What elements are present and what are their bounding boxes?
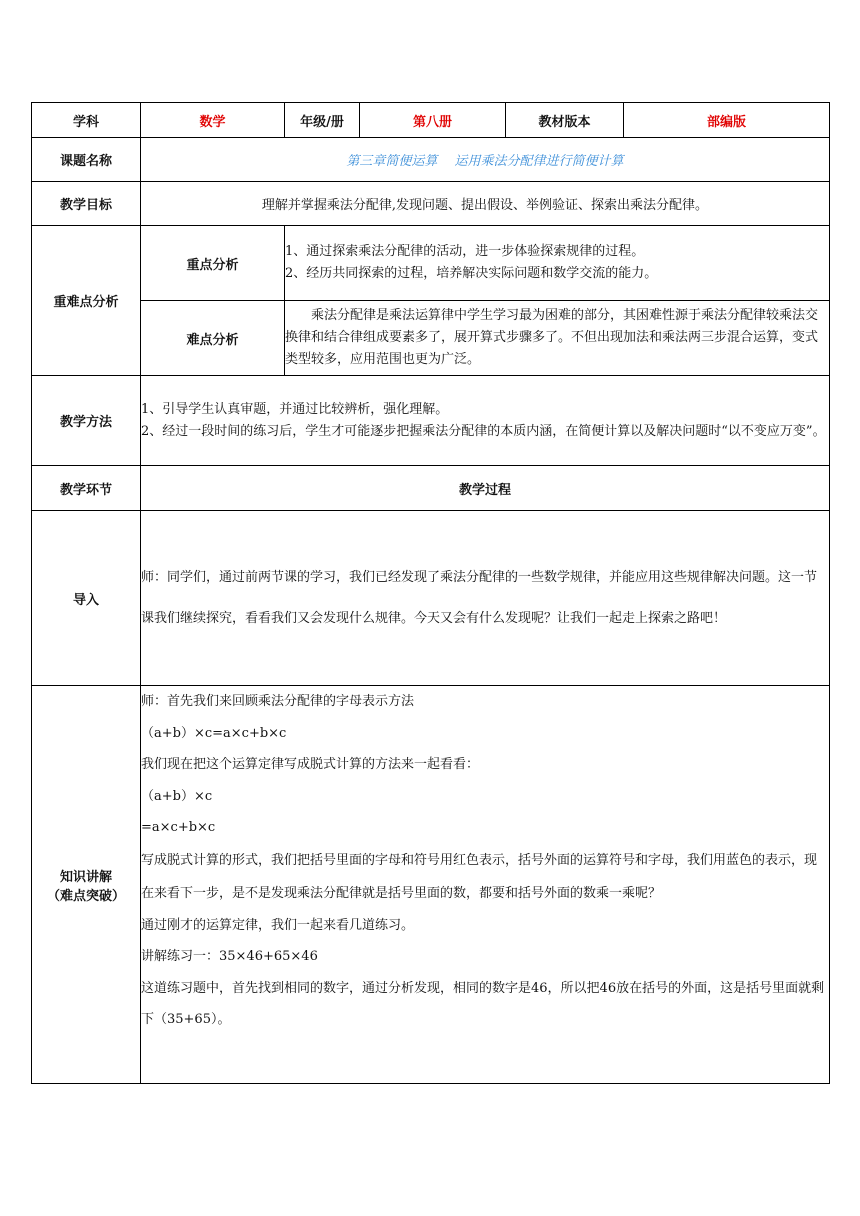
- intro-label: 导入: [32, 511, 141, 686]
- edition-label: 教材版本: [506, 103, 624, 138]
- method-line: 2、经过一段时间的练习后，学生才可能逐步把握乘法分配律的本质内涵，在简便计算以及解决问题时“以不变应万变”。: [141, 423, 826, 439]
- grade-value: 第八册: [360, 103, 506, 138]
- knowledge-label: [32, 686, 141, 1084]
- objective-label: 教学目标: [32, 182, 141, 226]
- knowledge-paragraph: （a+b）×c=a×c+b×c: [141, 725, 287, 741]
- method-row: [32, 376, 830, 466]
- knowledge-paragraph: =a×c+b×c: [141, 820, 216, 835]
- knowledge-label-line2: （难点突破）: [46, 888, 125, 904]
- stage-label: 教学环节: [32, 466, 141, 511]
- objective-value: 理解并掌握乘法分配律,发现问题、提出假设、举例验证、探索出乘法分配律。: [141, 182, 830, 226]
- knowledge-paragraph: 写成脱式计算的形式，我们把括号里面的字母和符号用红色表示，括号外面的运算符号和字母，我们用蓝色的表示，现在来看下一步，是不是发现乘法分配律就是括号里面的数，都要和括号外面的数乘一乘呢？: [141, 852, 818, 901]
- edition-value: 部编版: [624, 103, 830, 138]
- method-line: 1、引导学生认真审题，并通过比较辨析，强化理解。: [141, 401, 449, 417]
- knowledge-paragraph: 讲解练习一：35×46+65×46: [141, 949, 318, 964]
- key-point-label: 重点分析: [141, 226, 285, 301]
- difficult-point-row: [32, 301, 830, 376]
- key-point-row: [32, 226, 830, 301]
- knowledge-label-line1: 知识讲解: [59, 869, 112, 885]
- method-label: 教学方法: [32, 376, 141, 466]
- knowledge-content: [141, 686, 830, 1084]
- header-row: [32, 103, 830, 138]
- key-difficult-label: 重难点分析: [32, 226, 141, 376]
- knowledge-paragraph: 我们现在把这个运算定律写成脱式计算的方法来一起看看：: [141, 757, 480, 772]
- knowledge-paragraph: 师：首先我们来回顾乘法分配律的字母表示方法: [141, 694, 415, 709]
- topic-row: [32, 138, 830, 182]
- objective-row: [32, 182, 830, 226]
- grade-label: 年级/册: [285, 103, 360, 138]
- difficult-point-label: 难点分析: [141, 301, 285, 376]
- knowledge-paragraph: （a+b）×c: [141, 788, 213, 804]
- subject-value: 数学: [141, 103, 285, 138]
- key-point-content: [285, 226, 830, 301]
- key-point-line: 1、通过探索乘法分配律的活动，进一步体验探索规律的过程。: [285, 244, 645, 259]
- knowledge-row: [32, 686, 830, 1084]
- method-content: [141, 376, 830, 466]
- difficult-point-content: [285, 301, 830, 376]
- process-label: 教学过程: [141, 466, 830, 511]
- knowledge-paragraph: 这道练习题中，首先找到相同的数字，通过分析发现，相同的数字是46，所以把46放在括号的外面，这是括号里面就剩下（35+65）。: [141, 980, 825, 1027]
- intro-row: [32, 511, 830, 686]
- lesson-plan-table: [31, 102, 830, 1084]
- key-point-line: 2、经历共同探索的过程，培养解决实际问题和数学交流的能力。: [285, 266, 658, 281]
- intro-text: 师：同学们，通过前两节课的学习，我们已经发现了乘法分配律的一些数学规律，并能应用这些规律解决问题。这一节课我们继续探究，看看我们又会发现什么规律。今天又会有什么发现呢？让我们一起走上探索之路吧！: [141, 511, 830, 686]
- topic-label: 课题名称: [32, 138, 141, 182]
- topic-value: 第三章简便运算 运用乘法分配律进行简便计算: [141, 138, 830, 182]
- difficult-point-text: 乘法分配律是乘法运算律中学生学习最为困难的部分，其困难性源于乘法分配律较乘法交换律和结合律组成要素多了，展开算式步骤多了。不但出现加法和乘法两三步混合运算，变式类型较多，应用范围也更为广泛。: [285, 308, 819, 367]
- subject-label: 学科: [32, 103, 141, 138]
- knowledge-paragraph: 通过刚才的运算定律，我们一起来看几道练习。: [141, 917, 415, 933]
- process-header-row: [32, 466, 830, 511]
